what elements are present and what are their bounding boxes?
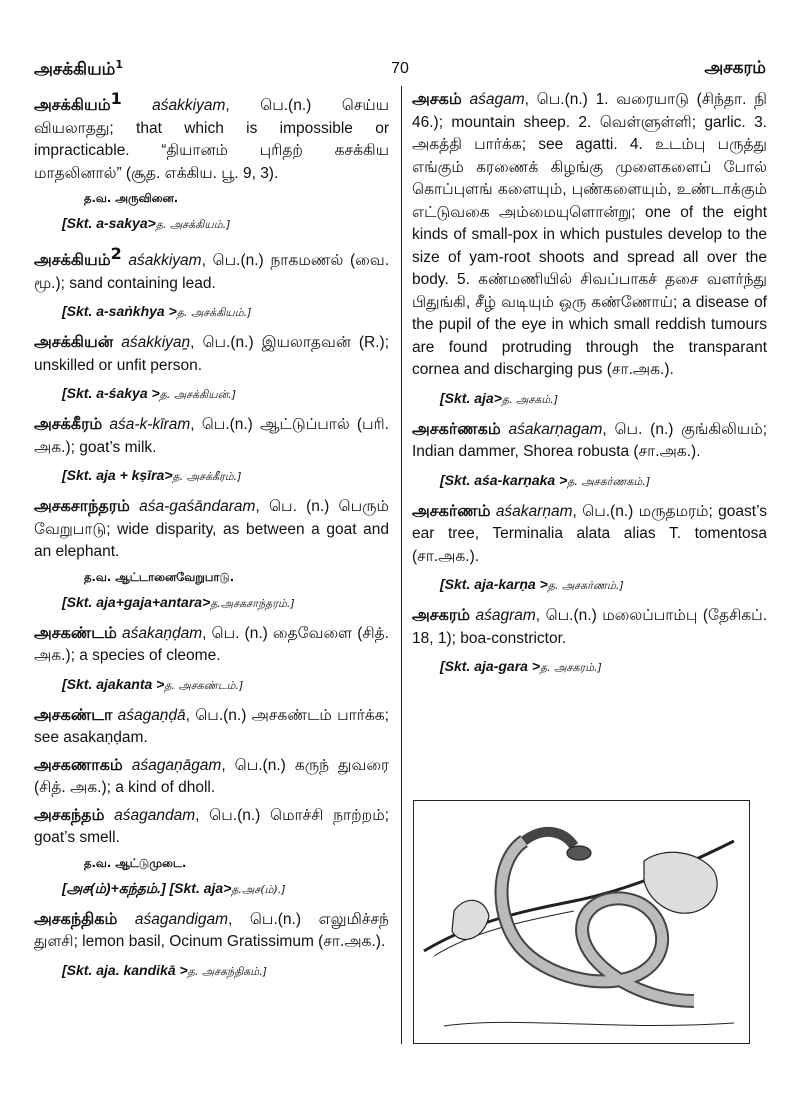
entry-transliteration: aśakarṇagam bbox=[508, 420, 603, 438]
etymology-tamil: த. அசகர்ணம்.] bbox=[547, 579, 624, 592]
entry-definition: , பெ.(n.) ஆட்டுப்பால் (பரி. அக.); goat’s milk. bbox=[34, 416, 389, 456]
entry-transliteration: aśagaṇāgam bbox=[131, 756, 222, 774]
etymology-source: [Skt. a-śakya > bbox=[62, 385, 160, 402]
entry-transliteration: aśagaṇḍā bbox=[117, 706, 186, 724]
entry-transliteration: aśa-gaśāndaram bbox=[139, 498, 256, 516]
etymology-tamil: த. அசக்கியம்.] bbox=[155, 218, 231, 232]
entry-tamil-equivalent: த.வ. ஆட்டுமுடை. bbox=[84, 855, 187, 870]
etymology-tamil: த. அசகரம்.] bbox=[540, 661, 602, 674]
entry-text bbox=[34, 804, 389, 850]
entry-transliteration: aśakarṇam bbox=[495, 502, 573, 520]
etymology-source: [Skt. aja. kandikā > bbox=[62, 961, 188, 978]
etymology-source: [Skt. aja-karṇa > bbox=[440, 576, 548, 592]
entry-definition: , பெ.(n.) மொச்சி நாற்றம்; goat’s smell. bbox=[34, 806, 389, 847]
entry-transliteration: aśakaṇḍam bbox=[121, 624, 203, 642]
etymology-source: [அச(ம்)+கந்தம்.] [Skt. aja> bbox=[62, 879, 232, 896]
entry-headword: அசகந்தம் bbox=[34, 804, 105, 824]
etymology-tamil: த. அசகந்திகம்.] bbox=[187, 964, 267, 978]
right-column bbox=[412, 88, 767, 686]
entry-text bbox=[34, 704, 389, 750]
dictionary-entry bbox=[34, 243, 389, 323]
etymology-source: [Skt. a-saṅkhya > bbox=[62, 303, 177, 320]
entry-definition: , பெ.(n.) கருந் துவரை (சித். அக.); a kind of dholl. bbox=[34, 756, 389, 797]
dictionary-entry bbox=[34, 331, 389, 405]
entry-text bbox=[412, 500, 767, 569]
etymology-source: [Skt. aja-gara > bbox=[440, 658, 540, 674]
etymology-tamil: த.அசகசாந்தரம்.] bbox=[210, 596, 295, 610]
entry-definition: , பெ.(n.) 1. வரையாடு (சிந்தா. நி 46.); mountain sheep. 2. வெள்ளுள்ளி; garlic. 3. அகத்தி பார்க்க; see agatti. 4. உடம்பு பருத்து எங்கும் கரணைக் கிழங்கு முளைகளைப் போல் கொப்புளங் களையும், புண்களையும், உண்டாக்கும் எட்டுவகை அம்மையுளொன்று; one of the eight kinds of small-pox in which pustules develop to the size of yam-root shoots and spread all over the body. 5. கண்மணியில் சிவப்பாகச் தசை வளர்ந்து பிதுங்கி, சீழ் வடியும் ஒரு கண்ணோய்; a disease of the pupil of the eye in which small reddish tumours are found protruding through the transparant cornea and discharging pus (சா.அக.). bbox=[412, 91, 767, 378]
entry-etymology bbox=[62, 878, 389, 900]
column-divider bbox=[401, 86, 402, 1044]
dictionary-entry bbox=[412, 418, 767, 492]
left-column bbox=[34, 88, 389, 990]
entry-headword: அசகரம் bbox=[412, 605, 471, 624]
entry-definition: , பெ.(n.) நாகமணல் (வை. மூ.); sand containing lead. bbox=[34, 252, 389, 292]
entry-transliteration: aśakkiyaṉ bbox=[121, 334, 191, 352]
entry-headword: அசகர்ணகம் bbox=[412, 418, 501, 438]
entry-etymology bbox=[62, 213, 389, 235]
entry-text bbox=[34, 908, 389, 954]
etymology-source: [Skt. aja+gaja+antara> bbox=[62, 593, 211, 610]
entry-etymology bbox=[62, 960, 389, 982]
entry-headword: அசக்கியன் bbox=[34, 332, 114, 352]
entry-headword: அசக்கீரம் bbox=[34, 414, 103, 434]
entry-tamil-equivalent: த.வ. அருவினை. bbox=[84, 191, 179, 206]
header-left-guide-word: அசக்கியம்$^1$ bbox=[34, 58, 124, 80]
dictionary-entry bbox=[34, 88, 389, 235]
etymology-tamil: த. அசக்கியம்.] bbox=[176, 306, 252, 320]
page-number: 70 bbox=[391, 60, 409, 77]
etymology-source: [Skt. ajakanta > bbox=[62, 675, 165, 692]
boa-constrictor-illustration bbox=[413, 800, 750, 1044]
entry-text bbox=[34, 331, 389, 377]
entry-text bbox=[34, 622, 389, 668]
entry-text bbox=[34, 88, 389, 185]
entry-etymology bbox=[62, 301, 389, 323]
entry-headword: அசகம் bbox=[412, 89, 462, 108]
entry-headword: அசகணாகம் bbox=[34, 754, 123, 774]
dictionary-entry bbox=[34, 908, 389, 982]
dictionary-entry bbox=[34, 622, 389, 696]
entry-text bbox=[412, 88, 767, 382]
header-right-guide-word: அசகரம் bbox=[704, 58, 766, 78]
entry-etymology bbox=[62, 465, 389, 487]
entry-headword: அசகண்டம் bbox=[34, 622, 117, 642]
entry-definition: , பெ.(n.) எலுமிச்சந் துளசி; lemon basil, Ocinum Gratissimum (சா.அக.). bbox=[34, 910, 389, 951]
entry-definition: , பெ.(n.) அசகண்டம் பார்க்க; see asakaṇḍam. bbox=[34, 706, 389, 747]
entry-tamil-equivalent: த.வ. ஆட்டானைவேறுபாடு. bbox=[84, 569, 235, 584]
entry-definition: , பெ. (n.) பெரும் வேறுபாடு; wide disparity, as between a goat and an elephant. bbox=[34, 498, 389, 561]
dictionary-entry bbox=[34, 413, 389, 487]
entry-text bbox=[412, 418, 767, 464]
entry-definition: , பெ.(n.) செய்ய வியலாதது; that which is impossible or impracticable. “தியானம் புரிதற் கசக்கிய மாதலினால்” (சூத. எக்கிய. பூ. 9, 3). bbox=[34, 97, 389, 182]
etymology-tamil: த. அசக்கியன்.] bbox=[159, 388, 237, 402]
dictionary-entry bbox=[412, 500, 767, 597]
etymology-tamil: த. அசகண்டம்.] bbox=[164, 678, 244, 692]
entry-etymology bbox=[440, 574, 767, 596]
entry-etymology bbox=[440, 470, 767, 492]
entry-etymology bbox=[62, 592, 389, 614]
entry-headword: அசகர்ணம் bbox=[412, 500, 491, 520]
page-header bbox=[34, 58, 766, 82]
entry-headword: அசகசாந்தரம் bbox=[34, 496, 130, 516]
entry-definition: , பெ.(n.) மருதமரம்; goast’s ear tree, Terminalia alata alias T. tomentosa (சா.அக.). bbox=[412, 502, 767, 565]
entry-etymology bbox=[62, 383, 389, 405]
dictionary-entry bbox=[34, 754, 389, 800]
etymology-tamil: த.அச(ம்).] bbox=[231, 882, 286, 896]
entry-etymology bbox=[62, 674, 389, 696]
etymology-source: [Skt. a-sakya> bbox=[62, 215, 156, 232]
snake-drawing bbox=[414, 801, 749, 1043]
entry-headword: அசக்கியம் bbox=[34, 250, 111, 270]
entry-transliteration: aśagam bbox=[469, 91, 525, 108]
entry-homonym-number: 2 bbox=[110, 244, 122, 264]
entry-text bbox=[34, 413, 389, 459]
entry-definition: , பெ. (n.) குங்கிலியம்; Indian dammer, Shorea robusta (சா.அக.). bbox=[412, 420, 767, 460]
dictionary-entry bbox=[34, 495, 389, 614]
etymology-tamil: த. அசகம்.] bbox=[501, 392, 559, 406]
entry-transliteration: aśakkiyam bbox=[152, 97, 226, 115]
entry-text bbox=[34, 495, 389, 564]
entry-etymology bbox=[440, 388, 767, 410]
entry-headword: அசகண்டா bbox=[34, 704, 113, 724]
dictionary-entry bbox=[34, 804, 389, 900]
entry-headword: அசகந்திகம் bbox=[34, 908, 118, 928]
entry-transliteration: aśagandigam bbox=[134, 910, 228, 928]
entry-text bbox=[412, 604, 767, 650]
entry-definition: , பெ.(n.) இயலாதவன் (R.); unskilled or unfit person. bbox=[34, 334, 389, 374]
etymology-tamil: த. அசக்கீரம்.] bbox=[172, 470, 242, 484]
entry-text bbox=[34, 243, 389, 295]
entry-transliteration: aśakkiyam bbox=[128, 252, 202, 270]
etymology-tamil: த. அசகர்ணகம்.] bbox=[567, 474, 651, 488]
entry-etymology bbox=[440, 656, 767, 678]
dictionary-entry bbox=[34, 704, 389, 750]
etymology-source: [Skt. aja + kṣīra> bbox=[62, 467, 173, 484]
entry-text bbox=[34, 754, 389, 800]
etymology-source: [Skt. aja> bbox=[440, 389, 502, 406]
dictionary-entry bbox=[412, 604, 767, 678]
entry-transliteration: aśagandam bbox=[114, 806, 196, 824]
entry-definition: , பெ.(n.) மலைப்பாம்பு (தேசிகப். 18, 1); boa-constrictor. bbox=[412, 607, 767, 647]
entry-definition: , பெ. (n.) தைவேளை (சித். அக.); a species of cleome. bbox=[34, 624, 389, 665]
etymology-source: [Skt. aśa-karṇaka > bbox=[440, 471, 568, 488]
entry-homonym-number: 1 bbox=[110, 89, 122, 108]
dictionary-entry bbox=[412, 88, 767, 410]
entry-headword: அசக்கியம் bbox=[34, 95, 111, 115]
entry-transliteration: aśa-k-kīram bbox=[109, 416, 191, 434]
entry-transliteration: aśagram bbox=[475, 607, 536, 624]
